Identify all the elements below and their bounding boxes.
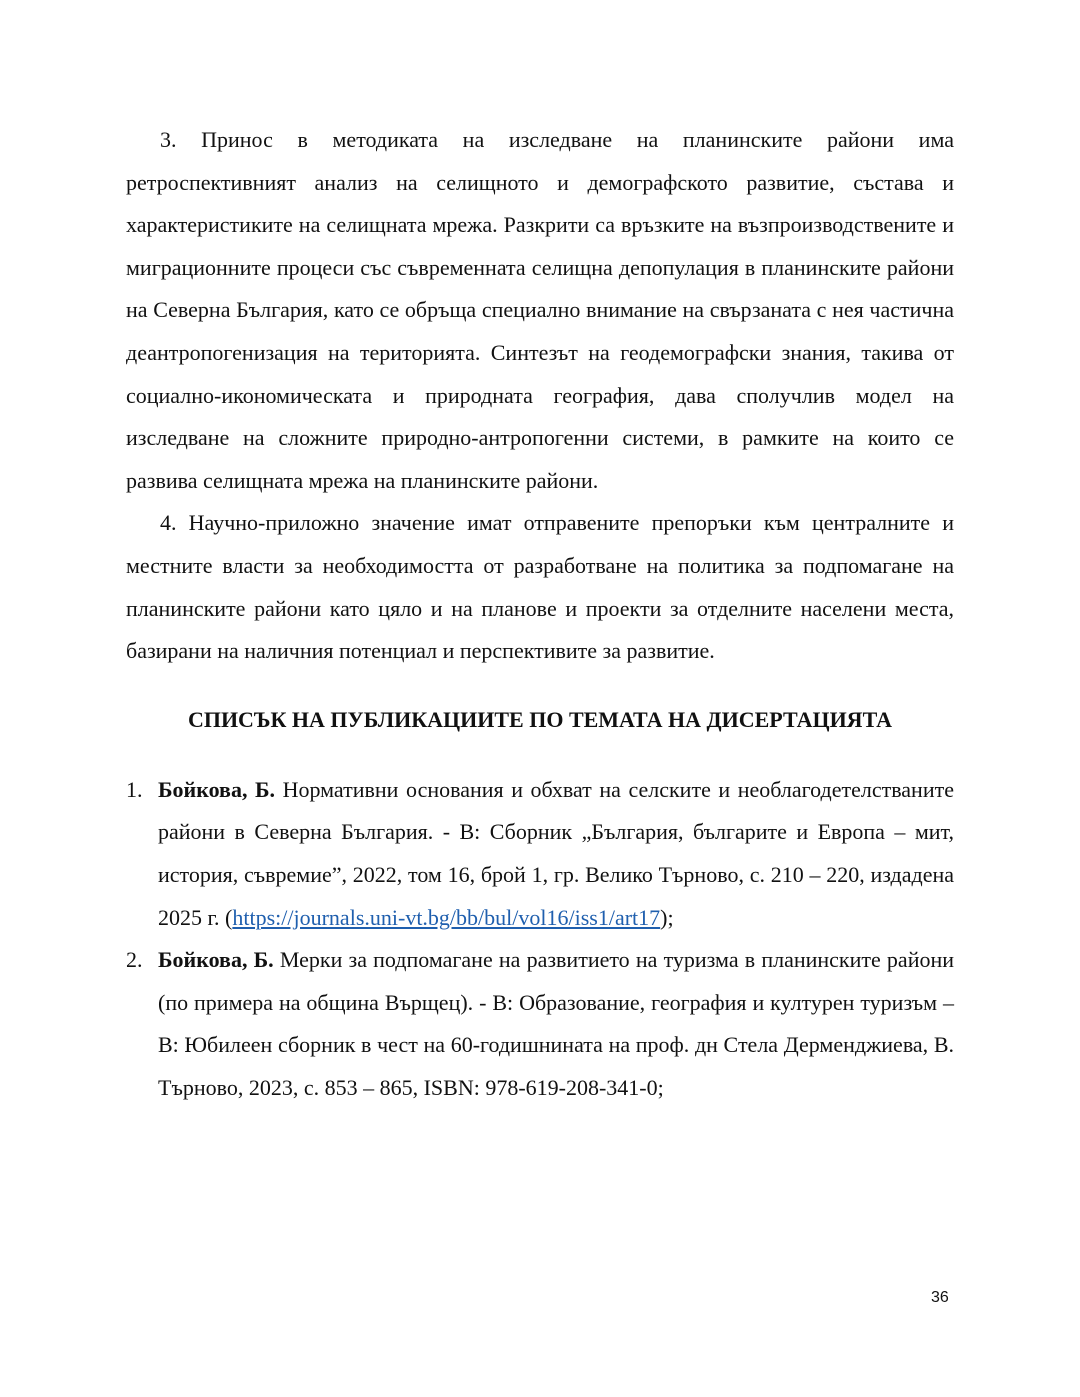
publication-text-end: ); [660,904,674,930]
page-number: 36 [931,1289,949,1306]
publication-number: 1. [126,776,143,802]
document-page [126,119,954,1109]
publication-author: Бойкова, Б. [158,947,274,973]
publication-text: Нормативни основания и обхват на селските и необлагодетелстваните райони в Северна България. - В: Сборник „България, българите и Европа – мит, история, съвремие”, 2022, том 16, брой 1, гр. Велико Търново, с. 210 – 220, издадена 2025 г. ( [158,776,954,930]
publication-link[interactable]: https://journals.uni-vt.bg/bb/bul/vol16/iss1/art17 [232,904,661,930]
publication-text: Мерки за подпомагане на развитието на туризма в планинските райони (по примера на община Върщец). - В: Образование, география и културен туризъм – В: Юбилеен сборник в чест на 60-годишнината на проф. дн Стела Дерменджиева, В. Търново, 2023, с. 853 – 865, ISBN: 978-619-208-341-0; [158,947,955,1100]
publications-heading: СПИСЪК НА ПУБЛИКАЦИИТЕ ПО ТЕМАТА НА ДИСЕРТАЦИЯТА [187,706,893,732]
publication-item-1 [126,769,954,939]
paragraph-contribution-3: 3. Принос в методиката на изследване на планинските райони има ретроспективният анализ на селищното и демографското развитие, състава и характеристиките на селищната мрежа. Разкрити са връзките на възпроизводствените и миграционните процеси със съвременната селищна депопулация в планинските райони на Северна България, като се обръща специално внимание на свързаната с нея частична деантропогенизация на територията. Синтезът на геодемографски знания, такива от социално-икономическата и природната география, дава сполучлив модел на изследване на сложните природно-антропогенни системи, в рамките на които се развива селищната мрежа на планинските райони. [126,127,954,493]
publication-author: Бойкова, Б. [158,776,276,802]
publications-list [126,769,954,1110]
paragraph-contribution-4: 4. Научно-приложно значение имат отправените препоръки към централните и местните власти за необходимостта от разработване на политика за подпомагане на планинските райони като цяло и на планове и проекти за отделните населени места, базирани на наличния потенциал и перспективите за развитие. [126,510,954,664]
publication-number: 2. [126,947,143,973]
publication-item-2 [126,939,954,1109]
